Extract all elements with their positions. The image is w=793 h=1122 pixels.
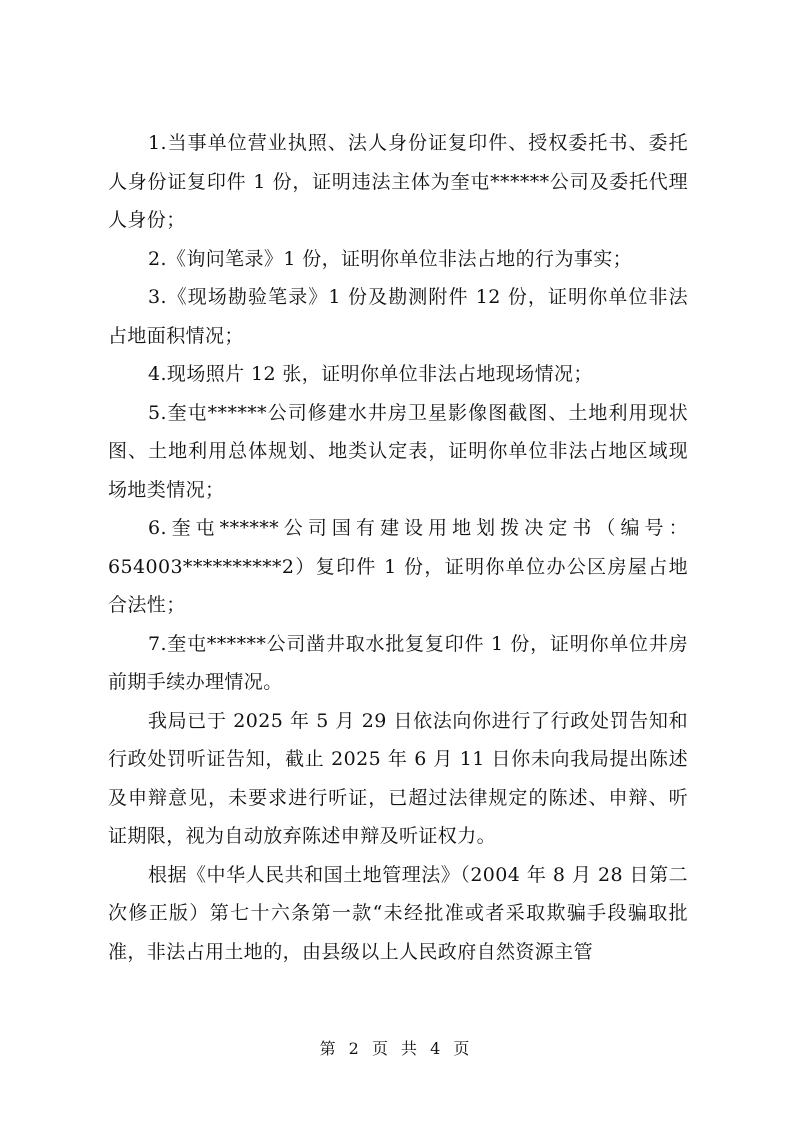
evidence-item-4: 4.现场照片 12 张，证明你单位非法占地现场情况； [148, 363, 593, 385]
evidence-item-3: 3.《现场勘验笔录》1 份及勘测附件 12 份，证明你单位非法占地面积情况； [108, 286, 688, 347]
legal-basis-paragraph: 根据《中华人民共和国土地管理法》（2004 年 8 月 28 日第二次修正版）第七十六条第一款“未经批准或者采取欺骗手段骗取批准，非法占用土地的，由县级以上人民政府自然资源主管 [108, 863, 688, 963]
evidence-item-5: 5.奎屯******公司修建水井房卫星影像图截图、土地利用现状图、土地利用总体规划、地类认定表，证明你单位非法占地区域现场地类情况； [108, 401, 688, 501]
evidence-item-2: 2.《询问笔录》1 份，证明你单位非法占地的行为事实； [148, 247, 633, 270]
evidence-item-1: 1.当事单位营业执照、法人身份证复印件、授权委托书、委托人身份证复印件 1 份，证明违法主体为奎屯******公司及委托代理人身份； [108, 132, 688, 231]
evidence-item-7: 7.奎屯******公司凿井取水批复复印件 1 份，证明你单位井房前期手续办理情况。 [108, 632, 688, 693]
evidence-item-6: 6.奎屯******公司国有建设用地划拨决定书（编号：654003**********2）复印件 1 份，证明你单位办公区房屋占地合法性； [108, 517, 688, 616]
page-number-footer: 第 2 页 共 4 页 [319, 1039, 474, 1058]
notice-paragraph: 我局已于 2025 年 5 月 29 日依法向你进行了行政处罚告知和行政处罚听证告知，截止 2025 年 6 月 11 日你未向我局提出陈述及申辩意见，未要求进行听证，已超过法律规定的陈述、申辩、听证期限，视为自动放弃陈述申辩及听证权力。 [108, 709, 688, 847]
document-body [108, 124, 688, 971]
